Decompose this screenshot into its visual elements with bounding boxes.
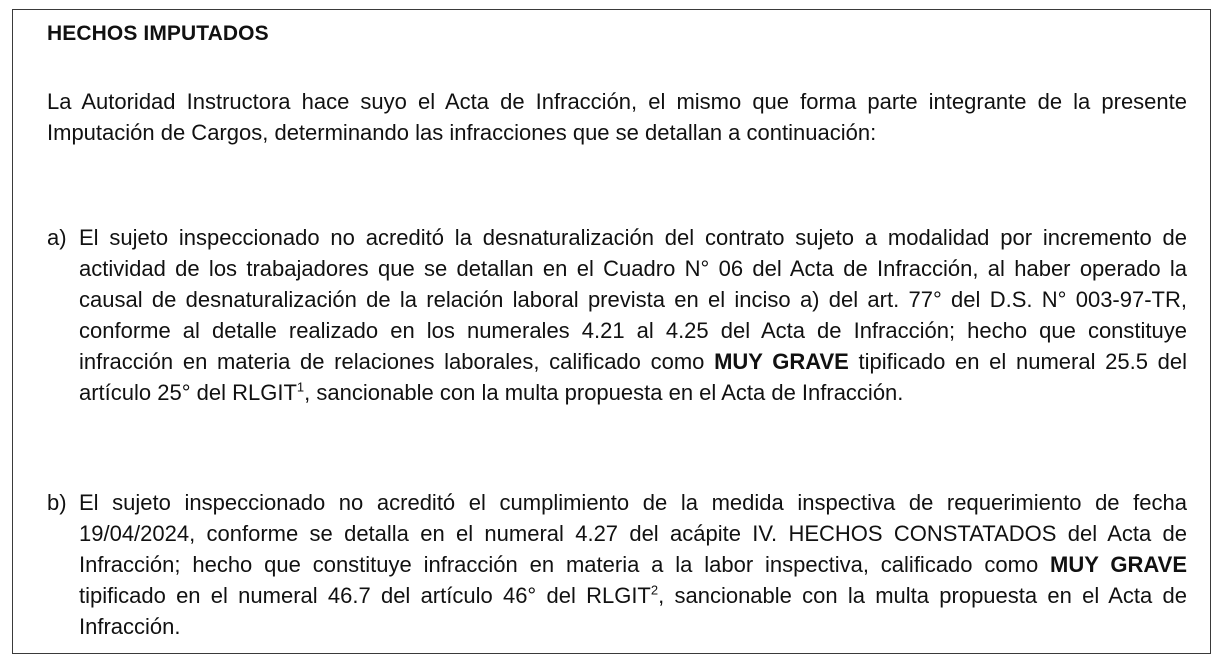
item-a-text-after: , sancionable con la multa propuesta en el Acta de Infracción. bbox=[304, 380, 904, 405]
list-marker-a: a) bbox=[47, 225, 67, 250]
item-b-text-before: El sujeto inspeccionado no acreditó el cumplimiento de la medida inspectiva de requerimiento de fecha 19/04/2024, conforme se detalla en el numeral 4.27 del acápite IV. HECHOS CONSTATADOS del Acta de Infracción; hecho que constituye infracción en materia a la labor inspectiva, calificado como bbox=[79, 490, 1187, 577]
item-b-text-after: , sancionable con la multa propuesta en el Acta de Infracción. bbox=[79, 583, 1187, 639]
item-a-severity: MUY GRAVE bbox=[714, 349, 849, 374]
section-heading: HECHOS IMPUTADOS bbox=[47, 22, 269, 45]
list-item-a-body bbox=[79, 222, 1187, 408]
item-a-footnote-ref: 1 bbox=[296, 379, 305, 395]
intro-paragraph: La Autoridad Instructora hace suyo el Acta de Infracción, el mismo que forma parte integrante de la presente Imputación de Cargos, determinando las infracciones que se detallan a continuación: bbox=[47, 89, 1187, 145]
item-b-severity: MUY GRAVE bbox=[1050, 552, 1187, 577]
item-a-text-middle: tipificado en el numeral 25.5 del artículo 25° del RLGIT bbox=[79, 349, 1187, 405]
item-b-text-middle: tipificado en el numeral 46.7 del artículo 46° del RLGIT bbox=[79, 583, 651, 608]
list-item-b bbox=[47, 487, 1187, 642]
list-item-a bbox=[47, 222, 1187, 408]
list-marker-b: b) bbox=[47, 490, 67, 515]
item-b-footnote-ref: 2 bbox=[650, 582, 659, 598]
list-item-b-body bbox=[79, 487, 1187, 642]
item-a-text-before: El sujeto inspeccionado no acreditó la desnaturalización del contrato sujeto a modalidad por incremento de actividad de los trabajadores que se detallan en el Cuadro N° 06 del Acta de Infracción, al haber operado la causal de desnaturalización de la relación laboral prevista en el inciso a) del art. 77° del D.S. N° 003-97-TR, conforme al detalle realizado en los numerales 4.21 al 4.25 del Acta de Infracción; hecho que constituye infracción en materia de relaciones laborales, calificado como bbox=[79, 225, 1187, 374]
